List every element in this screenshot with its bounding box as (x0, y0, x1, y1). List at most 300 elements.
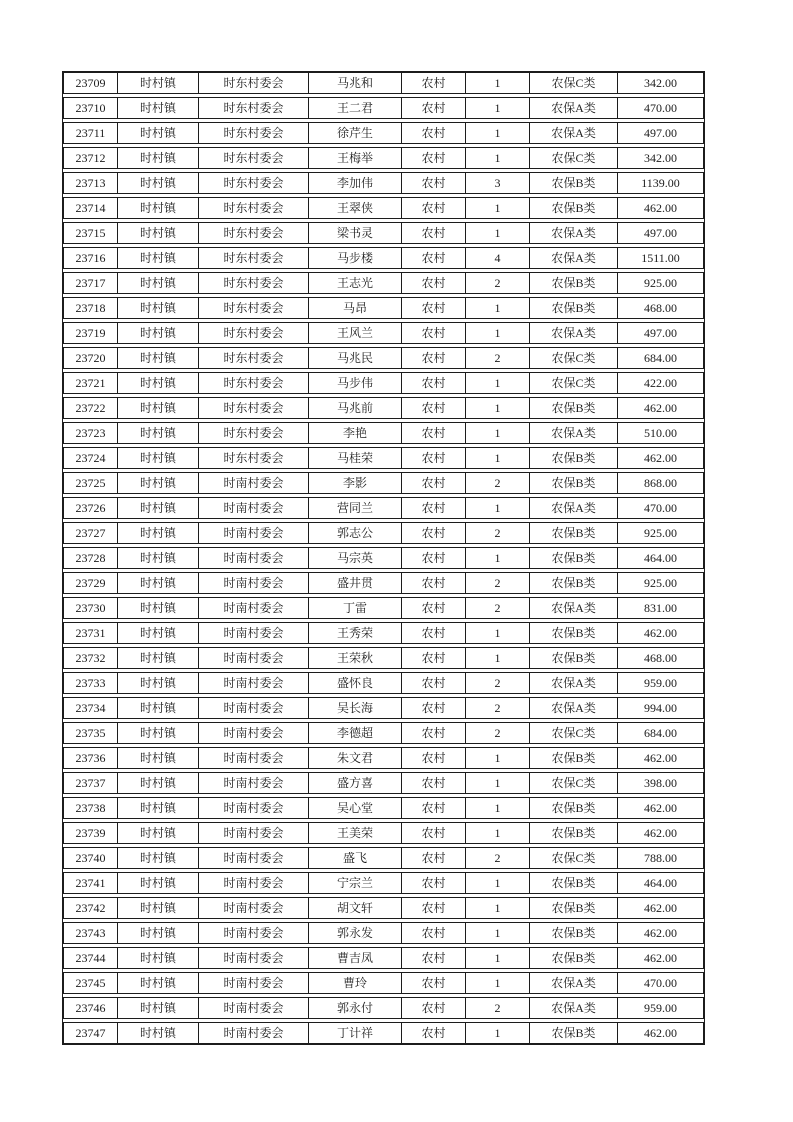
cell-count: 1 (466, 98, 530, 118)
cell-category: 农村 (402, 598, 466, 618)
cell-name: 李德超 (309, 723, 402, 743)
cell-record-id: 23746 (64, 998, 118, 1018)
cell-count: 1 (466, 623, 530, 643)
cell-count: 1 (466, 898, 530, 918)
cell-committee: 时南村委会 (199, 673, 309, 693)
cell-insurance: 农保B类 (530, 198, 618, 218)
cell-town: 时村镇 (118, 398, 199, 418)
cell-town: 时村镇 (118, 473, 199, 493)
cell-category: 农村 (402, 673, 466, 693)
cell-record-id: 23741 (64, 873, 118, 893)
cell-name: 宁宗兰 (309, 873, 402, 893)
cell-record-id: 23743 (64, 923, 118, 943)
cell-record-id: 23725 (64, 473, 118, 493)
cell-category: 农村 (402, 148, 466, 168)
cell-town: 时村镇 (118, 623, 199, 643)
table-row (63, 322, 704, 344)
cell-name: 马昂 (309, 298, 402, 318)
cell-committee: 时东村委会 (199, 298, 309, 318)
cell-name: 郭永付 (309, 998, 402, 1018)
cell-name: 李艳 (309, 423, 402, 443)
cell-count: 1 (466, 798, 530, 818)
cell-count: 1 (466, 448, 530, 468)
table-row (63, 97, 704, 119)
cell-amount: 462.00 (644, 201, 677, 215)
cell-committee: 时东村委会 (199, 123, 309, 143)
cell-record-id: 23711 (64, 123, 118, 143)
cell-amount: 1511.00 (641, 251, 680, 265)
cell-category: 农村 (402, 173, 466, 193)
cell-town: 时村镇 (118, 273, 199, 293)
cell-record-id: 23722 (64, 398, 118, 418)
cell-category: 农村 (402, 773, 466, 793)
cell-amount: 468.00 (644, 301, 677, 315)
cell-amount: 497.00 (644, 226, 677, 240)
cell-category: 农村 (402, 823, 466, 843)
cell-town: 时村镇 (118, 198, 199, 218)
cell-amount: 462.00 (644, 401, 677, 415)
cell-category: 农村 (402, 98, 466, 118)
cell-category: 农村 (402, 623, 466, 643)
cell-count: 1 (466, 548, 530, 568)
cell-name: 盛井贯 (309, 573, 402, 593)
cell-category: 农村 (402, 273, 466, 293)
cell-count: 2 (466, 998, 530, 1018)
cell-town: 时村镇 (118, 73, 199, 93)
cell-committee: 时南村委会 (199, 998, 309, 1018)
cell-count: 2 (466, 698, 530, 718)
table-row (63, 497, 704, 519)
cell-committee: 时南村委会 (199, 723, 309, 743)
table-row (63, 272, 704, 294)
table-row (63, 447, 704, 469)
cell-amount: 462.00 (644, 626, 677, 640)
table-row (63, 122, 704, 144)
cell-town: 时村镇 (118, 123, 199, 143)
cell-count: 1 (466, 973, 530, 993)
cell-count: 1 (466, 73, 530, 93)
cell-committee: 时南村委会 (199, 523, 309, 543)
cell-amount: 497.00 (644, 126, 677, 140)
cell-committee: 时南村委会 (199, 623, 309, 643)
cell-record-id: 23739 (64, 823, 118, 843)
cell-insurance: 农保C类 (530, 148, 618, 168)
cell-town: 时村镇 (118, 98, 199, 118)
cell-committee: 时南村委会 (199, 748, 309, 768)
cell-record-id: 23714 (64, 198, 118, 218)
cell-name: 王风兰 (309, 323, 402, 343)
cell-insurance: 农保A类 (530, 98, 618, 118)
cell-count: 3 (466, 173, 530, 193)
cell-committee: 时东村委会 (199, 198, 309, 218)
cell-town: 时村镇 (118, 848, 199, 868)
cell-town: 时村镇 (118, 348, 199, 368)
cell-insurance: 农保B类 (530, 923, 618, 943)
cell-amount: 470.00 (644, 976, 677, 990)
cell-amount: 462.00 (644, 1026, 677, 1040)
table-row (63, 372, 704, 394)
cell-insurance: 农保B类 (530, 648, 618, 668)
table-row (63, 822, 704, 844)
table-row (63, 422, 704, 444)
cell-category: 农村 (402, 1023, 466, 1043)
cell-insurance: 农保B类 (530, 748, 618, 768)
cell-amount: 788.00 (644, 851, 677, 865)
cell-record-id: 23715 (64, 223, 118, 243)
cell-record-id: 23709 (64, 73, 118, 93)
cell-amount: 684.00 (644, 726, 677, 740)
cell-count: 2 (466, 348, 530, 368)
cell-name: 马兆民 (309, 348, 402, 368)
cell-category: 农村 (402, 748, 466, 768)
cell-name: 曹吉凤 (309, 948, 402, 968)
cell-amount: 1139.00 (641, 176, 680, 190)
cell-record-id: 23721 (64, 373, 118, 393)
cell-town: 时村镇 (118, 498, 199, 518)
cell-committee: 时南村委会 (199, 973, 309, 993)
cell-town: 时村镇 (118, 798, 199, 818)
cell-committee: 时东村委会 (199, 73, 309, 93)
cell-category: 农村 (402, 948, 466, 968)
cell-town: 时村镇 (118, 873, 199, 893)
cell-name: 盛怀良 (309, 673, 402, 693)
cell-amount: 925.00 (644, 576, 677, 590)
cell-committee: 时南村委会 (199, 923, 309, 943)
cell-committee: 时南村委会 (199, 573, 309, 593)
cell-category: 农村 (402, 998, 466, 1018)
cell-committee: 时南村委会 (199, 948, 309, 968)
cell-category: 农村 (402, 848, 466, 868)
cell-amount: 462.00 (644, 826, 677, 840)
cell-town: 时村镇 (118, 173, 199, 193)
cell-category: 农村 (402, 398, 466, 418)
cell-name: 李影 (309, 473, 402, 493)
table-row (63, 747, 704, 769)
cell-record-id: 23724 (64, 448, 118, 468)
cell-insurance: 农保B类 (530, 473, 618, 493)
cell-town: 时村镇 (118, 448, 199, 468)
cell-insurance: 农保B类 (530, 898, 618, 918)
cell-count: 2 (466, 473, 530, 493)
cell-category: 农村 (402, 323, 466, 343)
cell-category: 农村 (402, 798, 466, 818)
cell-insurance: 农保A类 (530, 998, 618, 1018)
cell-amount: 994.00 (644, 701, 677, 715)
cell-amount: 462.00 (644, 751, 677, 765)
cell-record-id: 23747 (64, 1023, 118, 1043)
cell-count: 1 (466, 923, 530, 943)
cell-committee: 时东村委会 (199, 448, 309, 468)
cell-category: 农村 (402, 348, 466, 368)
cell-town: 时村镇 (118, 948, 199, 968)
cell-record-id: 23732 (64, 648, 118, 668)
cell-town: 时村镇 (118, 598, 199, 618)
cell-name: 王美荣 (309, 823, 402, 843)
cell-name: 王荣秋 (309, 648, 402, 668)
cell-count: 1 (466, 873, 530, 893)
cell-town: 时村镇 (118, 748, 199, 768)
cell-record-id: 23733 (64, 673, 118, 693)
cell-amount: 462.00 (644, 926, 677, 940)
cell-count: 2 (466, 673, 530, 693)
table-row (63, 247, 704, 269)
cell-committee: 时南村委会 (199, 873, 309, 893)
cell-record-id: 23734 (64, 698, 118, 718)
cell-town: 时村镇 (118, 523, 199, 543)
cell-insurance: 农保C类 (530, 848, 618, 868)
cell-count: 1 (466, 398, 530, 418)
table-row (63, 997, 704, 1019)
cell-record-id: 23726 (64, 498, 118, 518)
cell-committee: 时东村委会 (199, 398, 309, 418)
cell-insurance: 农保B类 (530, 548, 618, 568)
cell-insurance: 农保A类 (530, 673, 618, 693)
cell-name: 丁雷 (309, 598, 402, 618)
cell-committee: 时南村委会 (199, 798, 309, 818)
cell-insurance: 农保A类 (530, 223, 618, 243)
cell-name: 马兆和 (309, 73, 402, 93)
cell-category: 农村 (402, 698, 466, 718)
table-row (63, 522, 704, 544)
cell-committee: 时东村委会 (199, 348, 309, 368)
benefits-table (62, 71, 705, 1045)
cell-amount: 464.00 (644, 551, 677, 565)
cell-category: 农村 (402, 923, 466, 943)
cell-amount: 831.00 (644, 601, 677, 615)
table-row (63, 772, 704, 794)
cell-name: 王梅举 (309, 148, 402, 168)
cell-count: 2 (466, 523, 530, 543)
cell-record-id: 23736 (64, 748, 118, 768)
cell-count: 1 (466, 423, 530, 443)
cell-amount: 925.00 (644, 526, 677, 540)
cell-name: 郭永发 (309, 923, 402, 943)
table-row (63, 622, 704, 644)
cell-committee: 时南村委会 (199, 648, 309, 668)
cell-town: 时村镇 (118, 148, 199, 168)
table-row (63, 1022, 704, 1044)
table-row (63, 797, 704, 819)
cell-committee: 时东村委会 (199, 98, 309, 118)
cell-town: 时村镇 (118, 548, 199, 568)
table-row (63, 397, 704, 419)
cell-name: 王志光 (309, 273, 402, 293)
cell-amount: 464.00 (644, 876, 677, 890)
cell-record-id: 23740 (64, 848, 118, 868)
cell-committee: 时南村委会 (199, 548, 309, 568)
cell-town: 时村镇 (118, 373, 199, 393)
cell-insurance: 农保A类 (530, 598, 618, 618)
cell-insurance: 农保B类 (530, 873, 618, 893)
cell-insurance: 农保B类 (530, 298, 618, 318)
cell-insurance: 农保B类 (530, 948, 618, 968)
cell-count: 1 (466, 823, 530, 843)
cell-amount: 925.00 (644, 276, 677, 290)
cell-town: 时村镇 (118, 898, 199, 918)
cell-record-id: 23737 (64, 773, 118, 793)
table-row (63, 847, 704, 869)
cell-category: 农村 (402, 973, 466, 993)
cell-count: 1 (466, 323, 530, 343)
cell-insurance: 农保B类 (530, 823, 618, 843)
cell-count: 1 (466, 773, 530, 793)
cell-name: 营同兰 (309, 498, 402, 518)
cell-amount: 462.00 (644, 451, 677, 465)
cell-town: 时村镇 (118, 773, 199, 793)
cell-name: 李加伟 (309, 173, 402, 193)
cell-committee: 时南村委会 (199, 823, 309, 843)
cell-town: 时村镇 (118, 298, 199, 318)
cell-insurance: 农保A类 (530, 498, 618, 518)
cell-name: 王翠侠 (309, 198, 402, 218)
cell-category: 农村 (402, 298, 466, 318)
cell-insurance: 农保B类 (530, 448, 618, 468)
cell-insurance: 农保A类 (530, 248, 618, 268)
cell-category: 农村 (402, 473, 466, 493)
table-row (63, 297, 704, 319)
cell-count: 4 (466, 248, 530, 268)
cell-town: 时村镇 (118, 423, 199, 443)
cell-count: 1 (466, 373, 530, 393)
cell-name: 梁书灵 (309, 223, 402, 243)
cell-town: 时村镇 (118, 698, 199, 718)
table-row (63, 572, 704, 594)
table-row (63, 597, 704, 619)
cell-amount: 462.00 (644, 801, 677, 815)
cell-insurance: 农保B类 (530, 173, 618, 193)
table-row (63, 472, 704, 494)
cell-insurance: 农保B类 (530, 573, 618, 593)
cell-count: 1 (466, 148, 530, 168)
cell-record-id: 23727 (64, 523, 118, 543)
cell-count: 1 (466, 1023, 530, 1043)
cell-record-id: 23719 (64, 323, 118, 343)
cell-committee: 时南村委会 (199, 898, 309, 918)
cell-town: 时村镇 (118, 323, 199, 343)
table-row (63, 147, 704, 169)
cell-amount: 470.00 (644, 501, 677, 515)
cell-category: 农村 (402, 73, 466, 93)
cell-town: 时村镇 (118, 1023, 199, 1043)
cell-category: 农村 (402, 548, 466, 568)
cell-record-id: 23718 (64, 298, 118, 318)
table-row (63, 347, 704, 369)
cell-count: 1 (466, 748, 530, 768)
cell-town: 时村镇 (118, 573, 199, 593)
cell-amount: 684.00 (644, 351, 677, 365)
cell-amount: 462.00 (644, 901, 677, 915)
cell-record-id: 23731 (64, 623, 118, 643)
cell-count: 1 (466, 648, 530, 668)
table-row (63, 172, 704, 194)
cell-amount: 468.00 (644, 651, 677, 665)
cell-insurance: 农保A类 (530, 973, 618, 993)
cell-name: 马步楼 (309, 248, 402, 268)
cell-count: 1 (466, 948, 530, 968)
table-row (63, 697, 704, 719)
cell-town: 时村镇 (118, 923, 199, 943)
cell-committee: 时东村委会 (199, 323, 309, 343)
table-row (63, 647, 704, 669)
cell-amount: 497.00 (644, 326, 677, 340)
cell-committee: 时南村委会 (199, 473, 309, 493)
cell-record-id: 23716 (64, 248, 118, 268)
cell-name: 马桂荣 (309, 448, 402, 468)
cell-committee: 时南村委会 (199, 598, 309, 618)
cell-category: 农村 (402, 873, 466, 893)
cell-name: 盛飞 (309, 848, 402, 868)
cell-town: 时村镇 (118, 648, 199, 668)
cell-name: 曹玲 (309, 973, 402, 993)
cell-category: 农村 (402, 123, 466, 143)
cell-record-id: 23745 (64, 973, 118, 993)
cell-name: 朱文君 (309, 748, 402, 768)
cell-count: 1 (466, 198, 530, 218)
cell-insurance: 农保A类 (530, 323, 618, 343)
table-row (63, 947, 704, 969)
cell-record-id: 23728 (64, 548, 118, 568)
cell-category: 农村 (402, 373, 466, 393)
cell-town: 时村镇 (118, 723, 199, 743)
table-row (63, 872, 704, 894)
cell-insurance: 农保B类 (530, 798, 618, 818)
cell-name: 马宗英 (309, 548, 402, 568)
cell-category: 农村 (402, 523, 466, 543)
cell-amount: 398.00 (644, 776, 677, 790)
cell-record-id: 23742 (64, 898, 118, 918)
cell-record-id: 23729 (64, 573, 118, 593)
cell-committee: 时东村委会 (199, 223, 309, 243)
cell-count: 2 (466, 598, 530, 618)
cell-committee: 时东村委会 (199, 148, 309, 168)
cell-committee: 时南村委会 (199, 773, 309, 793)
cell-town: 时村镇 (118, 673, 199, 693)
cell-committee: 时南村委会 (199, 698, 309, 718)
table-row (63, 897, 704, 919)
table-row (63, 672, 704, 694)
cell-count: 1 (466, 298, 530, 318)
cell-category: 农村 (402, 498, 466, 518)
cell-amount: 342.00 (644, 76, 677, 90)
cell-count: 1 (466, 123, 530, 143)
cell-insurance: 农保B类 (530, 623, 618, 643)
cell-amount: 959.00 (644, 1001, 677, 1015)
cell-record-id: 23744 (64, 948, 118, 968)
cell-amount: 342.00 (644, 151, 677, 165)
cell-category: 农村 (402, 198, 466, 218)
cell-committee: 时东村委会 (199, 248, 309, 268)
cell-count: 2 (466, 848, 530, 868)
cell-count: 1 (466, 223, 530, 243)
cell-record-id: 23730 (64, 598, 118, 618)
cell-committee: 时南村委会 (199, 1023, 309, 1043)
cell-category: 农村 (402, 898, 466, 918)
cell-record-id: 23710 (64, 98, 118, 118)
table-row (63, 547, 704, 569)
cell-town: 时村镇 (118, 998, 199, 1018)
cell-amount: 959.00 (644, 676, 677, 690)
cell-name: 王秀荣 (309, 623, 402, 643)
cell-category: 农村 (402, 448, 466, 468)
cell-town: 时村镇 (118, 823, 199, 843)
cell-insurance: 农保C类 (530, 723, 618, 743)
table-row (63, 72, 704, 94)
cell-name: 胡文轩 (309, 898, 402, 918)
cell-insurance: 农保C类 (530, 348, 618, 368)
cell-count: 2 (466, 273, 530, 293)
cell-town: 时村镇 (118, 248, 199, 268)
cell-category: 农村 (402, 648, 466, 668)
